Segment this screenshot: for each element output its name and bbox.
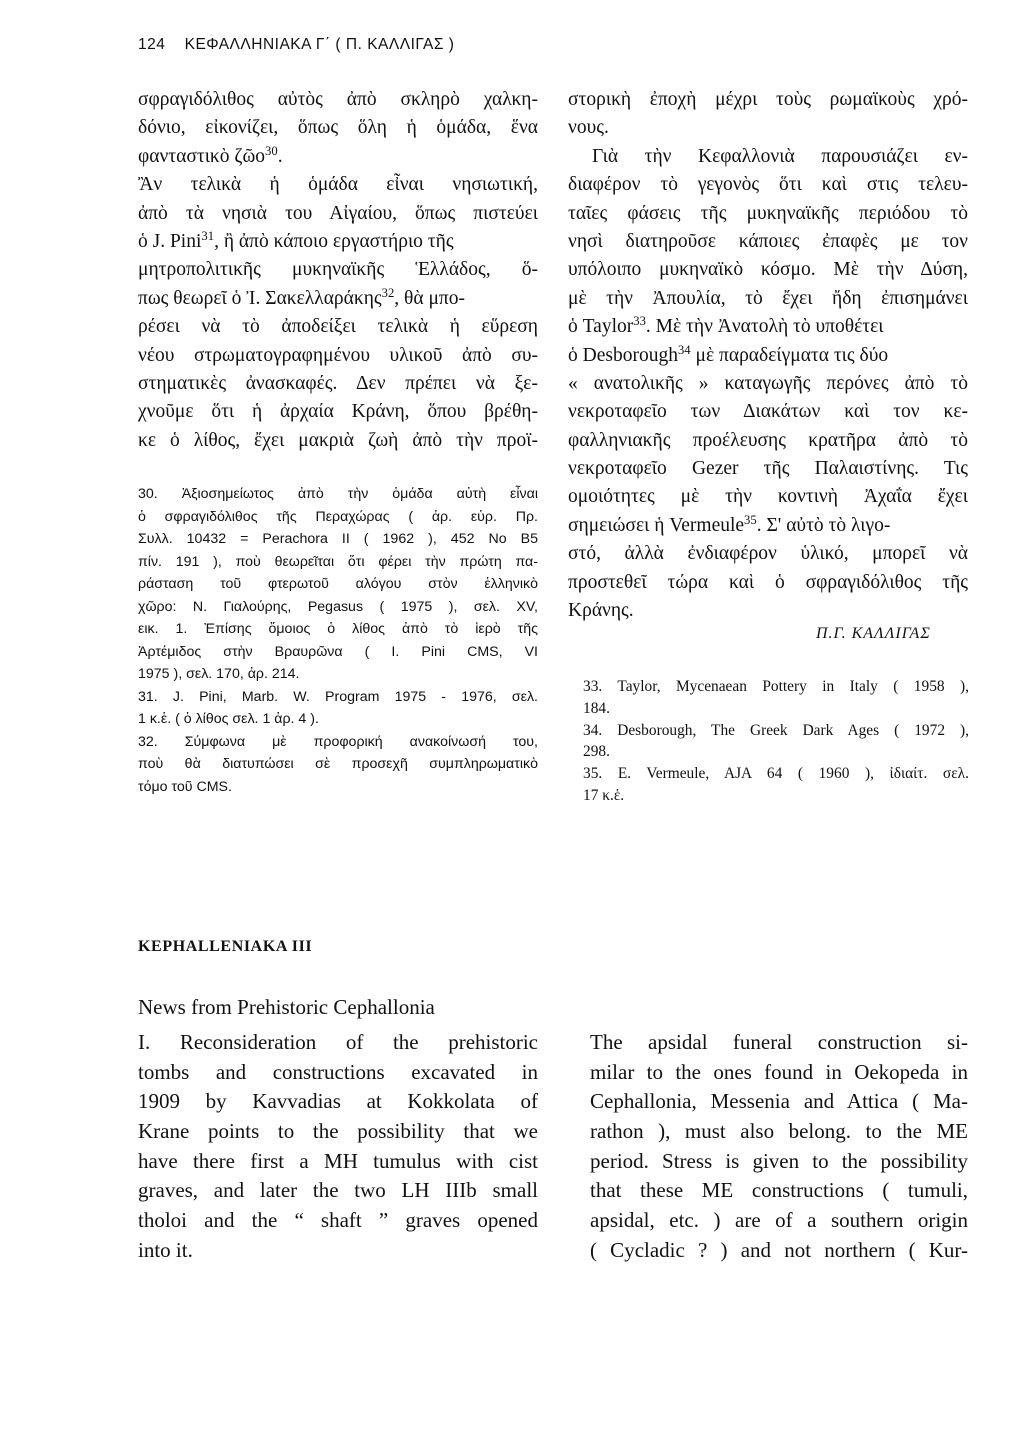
body-line: « ανατολικῆς » καταγωγῆς περόνες ἀπὸ τὸ bbox=[568, 372, 968, 394]
page-number: 124 bbox=[138, 36, 166, 53]
footnote-line: πίν. 191 ), ποὺ θεωρεῖται ὅτι φέρει τὴν πρώτη πα- bbox=[138, 553, 538, 570]
summary-line: into it. bbox=[138, 1237, 193, 1262]
summary-line: period. Stress is given to the possibility bbox=[590, 1148, 968, 1173]
footnote-line: ὁ σφραγιδόλιθος τῆς Περαχώρας ( ἀρ. εὑρ. Πρ. bbox=[138, 508, 538, 525]
footnote-ref-32[interactable]: 32 bbox=[381, 285, 395, 300]
section-heading: KEPHALLENIAKA III bbox=[138, 938, 313, 955]
body-line: σημειώσει ἡ Vermeule$^{35}$. Σ' αὐτὸ τὸ λιγο- bbox=[568, 512, 891, 536]
footnote-line: ράσταση τοῦ φτερωτοῦ αλόγου στὸν ἑλληνικὸ bbox=[138, 576, 538, 592]
footnote-ref-34[interactable]: 34 bbox=[677, 342, 691, 357]
summary-line: Cephallonia, Messenia and Attica ( Ma- bbox=[590, 1089, 968, 1114]
body-line: ρέσει νὰ τὸ ἀποδείξει τελικὰ ἡ εὕρεση bbox=[138, 316, 538, 338]
footnote-ref-31[interactable]: 31 bbox=[201, 228, 215, 243]
running-header bbox=[138, 36, 454, 54]
footnote-ref-33[interactable]: 33 bbox=[633, 314, 646, 329]
summary-line: Krane points to the possibility that we bbox=[138, 1119, 538, 1144]
body-line: μητροπολιτικῆς μυκηναϊκῆς Ἑλλάδος, ὅ- bbox=[138, 259, 538, 281]
footnote-ref-35[interactable]: 35 bbox=[744, 512, 757, 527]
left-body-column bbox=[138, 86, 538, 455]
left-footnotes bbox=[138, 483, 538, 798]
summary-line: tombs and constructions excavated in bbox=[138, 1059, 538, 1084]
body-line: δόνιο, εἰκονίζει, ὅπως ὅλη ἡ ὁμάδα, ἕνα bbox=[138, 117, 538, 139]
body-line: Ἂν τελικὰ ἡ ὁμάδα εἶναι νησιωτική, bbox=[138, 174, 538, 196]
footnote-line: 1975 ), σελ. 170, ἀρ. 214. bbox=[138, 666, 300, 682]
body-line: φανταστικὸ ζῶο$^{30}$. bbox=[138, 143, 283, 167]
body-line: ὁ Desborough$^{34}$ μὲ παραδείγματα τις δύο bbox=[568, 342, 889, 366]
body-line: πως θεωρεῖ ὁ Ἰ. Σακελλαράκης$^{32}$, θὰ μπο- bbox=[138, 285, 466, 309]
body-line: κε ὁ λίθος, ἔχει μακριὰ ζωὴ ἀπὸ τὴν προϊ- bbox=[138, 429, 538, 451]
footnote-line: 298. bbox=[583, 743, 610, 761]
summary-line: that these ME constructions ( tumuli, bbox=[590, 1178, 968, 1203]
footnote-line: 32. Σύμφωνα μὲ προφορική ανακοίνωσή του, bbox=[138, 733, 538, 750]
summary-line: tholoi and the “ shaft ” graves opened bbox=[138, 1208, 538, 1233]
body-line: ταῖες φάσεις τῆς μυκηναϊκῆς περιόδου τὸ bbox=[568, 202, 968, 224]
right-footnotes bbox=[583, 676, 969, 807]
body-line: νεκροταφεῖο των Διακάτων καὶ τον κε- bbox=[568, 401, 968, 423]
body-line: φαλληνιακῆς προέλευσης κρατῆρα ἀπὸ τὸ bbox=[568, 429, 968, 451]
body-line: υπόλοιπο μυκηναϊκὸ κόσμο. Μὲ τὴν Δύση, bbox=[568, 259, 968, 281]
summary-line: apsidal, etc. ) are of a southern origin bbox=[590, 1208, 968, 1233]
footnote-line: 17 κ.ἑ. bbox=[583, 786, 625, 804]
body-line: στό, ἀλλὰ ἐνδιαφέρον ὑλικό, μπορεῖ νὰ bbox=[568, 543, 968, 565]
footnote-line: 1 κ.ἑ. ( ὁ λίθος σελ. 1 ἀρ. 4 ). bbox=[138, 711, 319, 727]
summary-line: The apsidal funeral construction si- bbox=[590, 1030, 968, 1054]
body-line: ὁ Taylor$^{33}$. Μὲ τὴν Ἀνατολὴ τὸ υποθέτει bbox=[568, 314, 884, 338]
footnote-ref-30[interactable]: 30 bbox=[265, 143, 278, 158]
summary-line: rathon ), must also belong. to the ME bbox=[590, 1119, 968, 1144]
body-line: ομοιότητες μὲ τὴν κοντινὴ Ἀχαΐα ἔχει bbox=[568, 486, 968, 508]
english-right-column bbox=[590, 1028, 968, 1266]
footnote-line: Ἀρτέμιδος στὴν Βραυρῶνα ( I. Pini CMS, VI bbox=[138, 643, 538, 660]
footnote-line: 34. Desborough, The Greek Dark Ages ( 1972 ), bbox=[583, 721, 969, 739]
author-signature: Π.Γ. ΚΑΛΛΙΓΑΣ bbox=[816, 625, 931, 642]
body-line: χνοῦμε ὅτι ἡ ἀρχαία Κράνη, ὅπου βρέθη- bbox=[138, 401, 538, 423]
body-line: νεκροταφεῖο Gezer τῆς Παλαιστίνης. Τις bbox=[568, 458, 968, 480]
summary-line: ( Cycladic ? ) and not northern ( Kur- bbox=[590, 1237, 968, 1262]
body-line: νέου στρωματογραφημένου υλικοῦ ἀπὸ συ- bbox=[138, 344, 538, 366]
body-line: στηματικὲς ἀνασκαφές. Δεν πρέπει νὰ ξε- bbox=[138, 372, 538, 394]
body-line: στορικὴ ἐποχὴ μέχρι τοὺς ρωμαϊκοὺς χρό- bbox=[568, 89, 968, 110]
body-line: ὁ J. Pini$^{31}$, ἢ ἀπὸ κάποιο εργαστήριο τῆς bbox=[138, 228, 454, 252]
body-line: νησὶ διατηροῦσε κάποιες ἐπαφὲς με τον bbox=[568, 230, 968, 252]
summary-title: News from Prehistoric Cephallonia bbox=[138, 995, 435, 1019]
summary-line: I. Reconsideration of the prehistoric bbox=[138, 1030, 538, 1054]
body-line: νους. bbox=[568, 117, 609, 139]
body-line: μὲ τὴν Ἀπουλία, τὸ ἔχει ἤδη ἐπισημάνει bbox=[568, 287, 968, 309]
right-body-column bbox=[568, 86, 968, 625]
body-line: Γιὰ τὴν Κεφαλλονιὰ παρουσιάζει εν- bbox=[592, 145, 968, 167]
body-line: σφραγιδόλιθος αὐτὸς ἀπὸ σκληρὸ χαλκη- bbox=[138, 89, 538, 110]
body-line: διαφέρον τὸ γεγονὸς ὅτι καὶ στις τελευ- bbox=[568, 174, 968, 196]
summary-line: graves, and later the two LH IIIb small bbox=[138, 1178, 538, 1203]
summary-line: 1909 by Kavvadias at Kokkolata of bbox=[138, 1089, 538, 1114]
summary-line: milar to the ones found in Oekopeda in bbox=[590, 1059, 968, 1084]
footnote-line: 184. bbox=[583, 699, 610, 717]
footnote-line: 33. Taylor, Mycenaean Pottery in Italy ( 1958 ), bbox=[583, 678, 969, 695]
english-left-column bbox=[138, 1028, 538, 1266]
footnote-line: χῶρο: Ν. Γιαλούρης, Pegasus ( 1975 ), σελ. XV, bbox=[138, 598, 538, 615]
footnote-line: ποὺ θὰ διατυπώσει σὲ προσεχῆ συμπληρωματικὸ bbox=[138, 756, 538, 772]
footnote-line: τόμο τοῦ CMS. bbox=[138, 778, 232, 795]
footnote-line: Συλλ. 10432 = Perachora II ( 1962 ), 452 No B5 bbox=[138, 531, 538, 547]
summary-line: have there first a MH tumulus with cist bbox=[138, 1148, 538, 1173]
body-line: προστεθεῖ τώρα καὶ ὁ σφραγιδόλιθος τῆς bbox=[568, 571, 968, 593]
running-head-title: ΚΕΦΑΛΛΗΝΙΑΚΑ Γ΄ ( Π. ΚΑΛΛΙΓΑΣ ) bbox=[184, 36, 455, 53]
body-line: Κράνης. bbox=[568, 600, 634, 622]
footnote-line: 35. E. Vermeule, AJA 64 ( 1960 ), ἰδιαίτ. σελ. bbox=[583, 765, 969, 783]
body-line: ἀπὸ τὰ νησιὰ του Αἰγαίου, ὅπως πιστεύει bbox=[138, 202, 538, 224]
footnote-line: 31. J. Pini, Marb. W. Program 1975 - 1976, σελ. bbox=[138, 688, 538, 705]
footnote-line: εικ. 1. Ἐπίσης ὅμοιος ὁ λίθος ἀπὸ τὸ ἱερὸ τῆς bbox=[138, 621, 538, 637]
footnote-line: 30. Ἀξιοσημείωτος ἀπὸ τὴν ὁμάδα αὐτὴ εἶναι bbox=[138, 486, 538, 502]
